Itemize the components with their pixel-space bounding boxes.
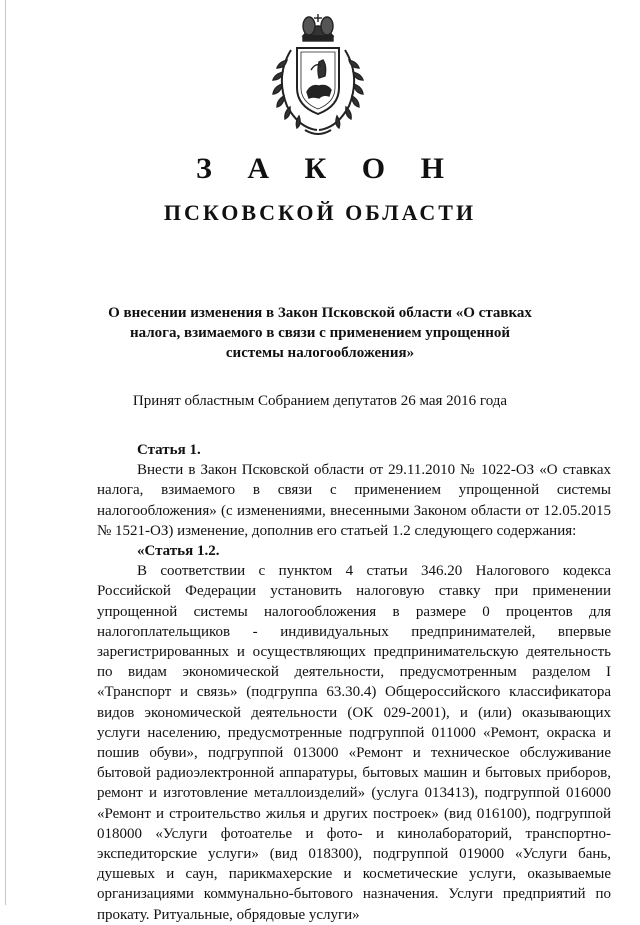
adoption-note: Принят областным Собранием депутатов 26 мая 2016 года <box>132 393 508 409</box>
article-1-title: Статья 1. <box>137 442 201 458</box>
law-body <box>97 440 611 925</box>
scan-edge-line <box>5 0 6 905</box>
law-heading: О внесении изменения в Закон Псковской области «О ставках налога, взимаемого в связи с применением упрощенной системы налогообложения» <box>108 305 532 361</box>
document-title: З А К О Н <box>196 152 458 185</box>
coat-of-arms-icon <box>261 10 375 140</box>
document-subtitle: ПСКОВСКОЙ ОБЛАСТИ <box>163 200 477 225</box>
article-1-text: Внести в Закон Псковской области от 29.11.2010 № 1022-ОЗ «О ставках налога, взимаемого в связи с применением упрощенной системы налогообложения» (с изменениями, внесенными Законом области от 12.05.2015 № 1521-ОЗ) изменение, дополнив его статьей 1.2 следующего содержания: <box>97 462 611 539</box>
article-1-2-title: «Статья 1.2. <box>137 543 220 560</box>
article-1-2-text: В соответствии с пунктом 4 статьи 346.20 Налогового кодекса Российской Федерации установить налоговую ставку при применении упрощенной системы налогообложения в размере 0 процентов для налогоплательщиков - индивидуальных предпринимателей, впервые зарегистрированных и осуществляющих предпринимательскую деятельность по видам экономической деятельности, предусмотренным разделом I «Транспорт и связь» (подгруппа 63.30.4) Общероссийского классификатора видов экономической деятельности (ОК 029-2001), и (или) оказывающих услуги населению, предусмотренные подгруппой 011000 «Ремонт, окраска и пошив обуви», подгруппой 013000 «Ремонт и техническое обслуживание бытовой радиоэлектронной аппаратуры, бытовых машин и бытовых приборов, ремонт и изготовление металлоизделий» (услуга 013413), подгруппой 016000 «Ремонт и строительство жилья и других построек» (вид 016100), подгруппой 018000 «Услуги фотоателье и фото- и кинолабораторий, транспортно-экспедиторские услуги» (вид 018300), подгруппой 019000 «Услуги бань, душевых и саун, парикмахерские и косметические услуги, оказываемые организациями коммунально-бытового назначения. Услуги предприятий по прокату. Ритуальные, обрядовые услуги» <box>97 563 611 923</box>
